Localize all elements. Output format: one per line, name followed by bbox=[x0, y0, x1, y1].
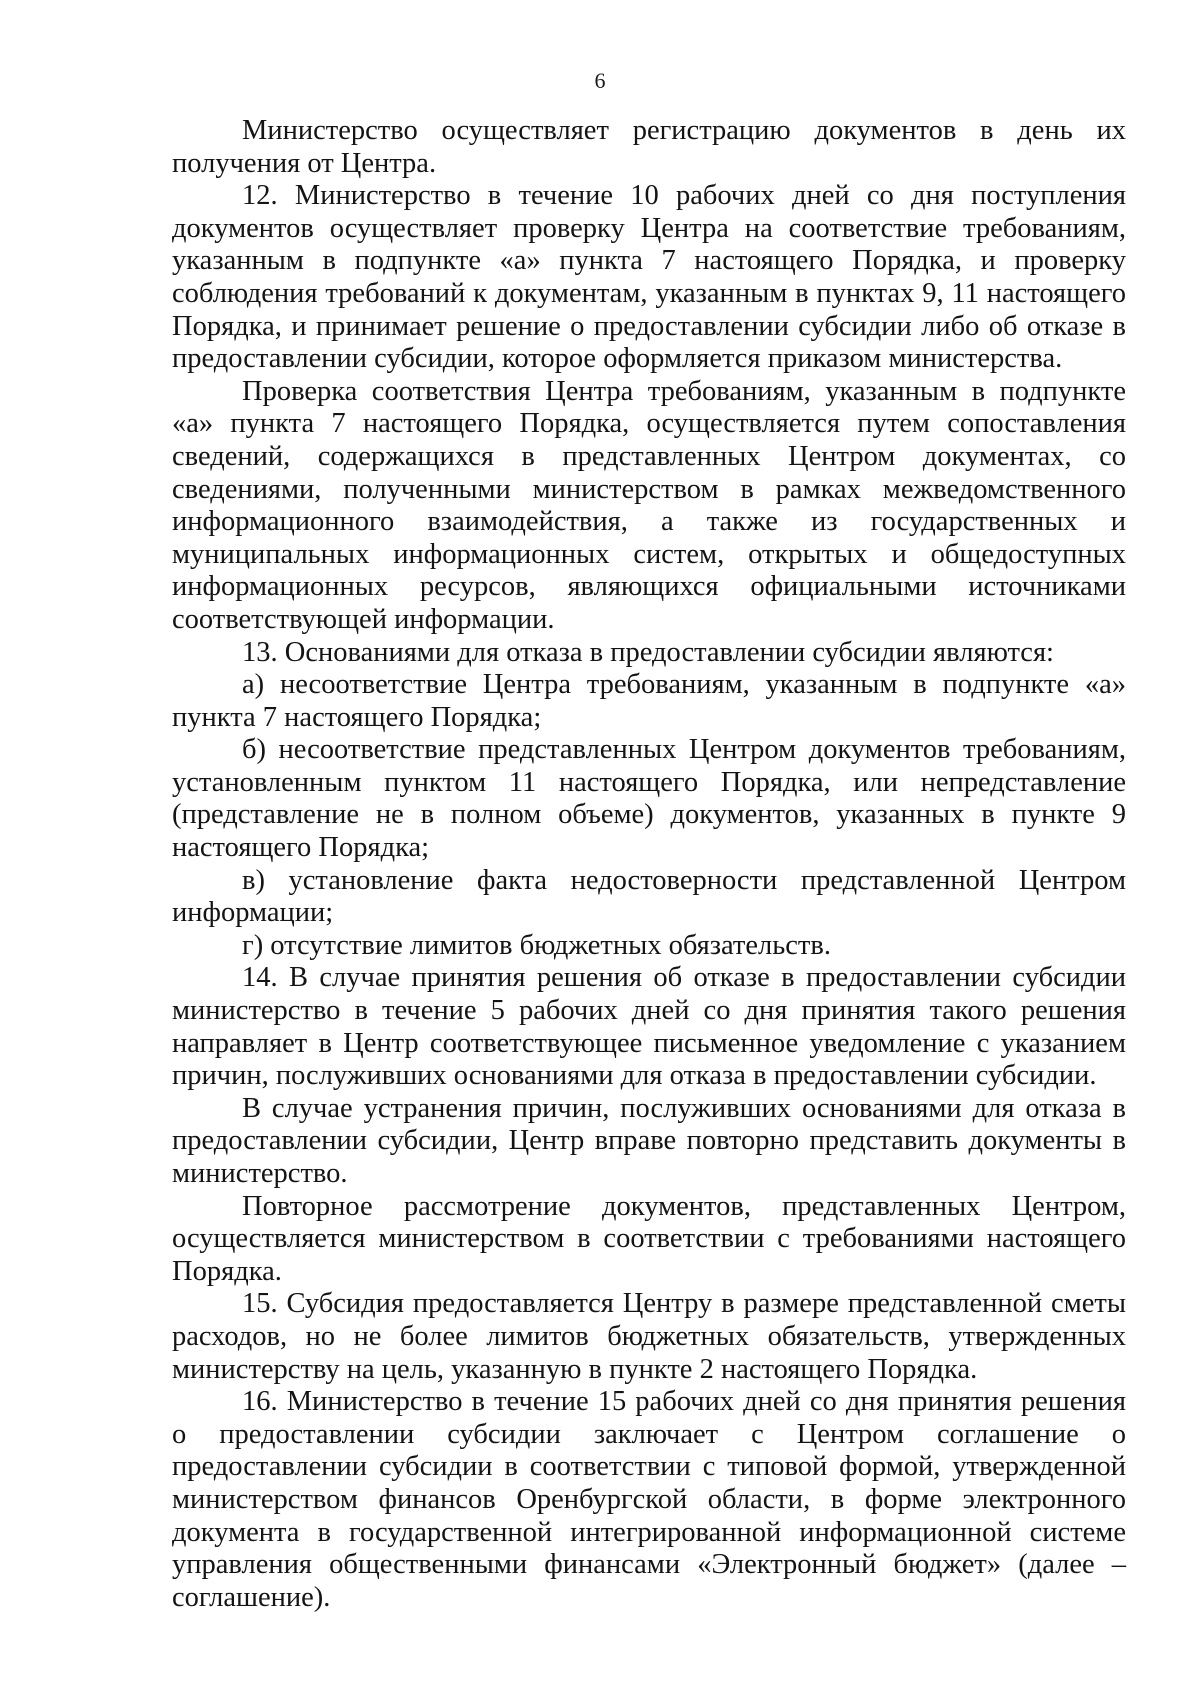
list-item-b: б) несоответствие представленных Центром документов требованиям, установленным пунктом 11 настоящего Порядка, или непредставление (представление не в полном объеме) документов, указанных в пункте 9 настоящего Порядка; bbox=[172, 734, 1126, 864]
list-item-v: в) установление факта недостоверности представленной Центром информации; bbox=[172, 864, 1126, 929]
paragraph-registration: Министерство осуществляет регистрацию документов в день их получения от Центра. bbox=[172, 115, 1126, 179]
document-body bbox=[172, 115, 1126, 1614]
paragraph-repeat-review: Повторное рассмотрение документов, представленных Центром, осуществляется министерством в соответствии с требованиями настоящего Порядка. bbox=[172, 1190, 1126, 1287]
paragraph-resubmission: В случае устранения причин, послуживших основаниями для отказа в предоставлении субсидии, Центр вправе повторно представить документы в министерство. bbox=[172, 1092, 1126, 1189]
paragraph-14-refusal-notice: 14. В случае принятия решения об отказе в предоставлении субсидии министерство в течение 5 рабочих дней со дня принятия такого решения направляет в Центр соответствующее письменное уведомление с указанием причин, послуживших основаниями для отказа в предоставлении субсидии. bbox=[172, 962, 1126, 1092]
paragraph-15-subsidy-amount: 15. Субсидия предоставляется Центру в размере представленной сметы расходов, но не более лимитов бюджетных обязательств, утвержденных министерству на цель, указанную в пункте 2 настоящего Порядка. bbox=[172, 1288, 1126, 1385]
list-item-g: г) отсутствие лимитов бюджетных обязательств. bbox=[242, 929, 831, 961]
paragraph-16-agreement: 16. Министерство в течение 15 рабочих дней со дня принятия решения о предоставлении субсидии заключает с Центром соглашение о предоставлении субсидии в соответствии с типовой формой, утвержденной министерством финансов Оренбургской области, в форме электронного документа в государственной интегрированной информационной системе управления общественными финансами «Электронный бюджет» (далее – соглашение). bbox=[172, 1386, 1126, 1613]
paragraph-12-document-check: 12. Министерство в течение 10 рабочих дней со дня поступления документов осуществляет проверку Центра на соответствие требованиям, указанным в подпункте «а» пункта 7 настоящего Порядка, и проверку соблюдения требований к документам, указанным в пунктах 9, 11 настоящего Порядка, и принимает решение о предоставлении субсидии либо об отказе в предоставлении субсидии, которое оформляется приказом министерства. bbox=[172, 180, 1126, 375]
page-number: 6 bbox=[594, 68, 606, 93]
list-item-a: а) несоответствие Центра требованиям, указанным в подпункте «а» пункта 7 настоящего Порядка; bbox=[172, 669, 1126, 733]
paragraph-13-refusal-grounds: 13. Основаниями для отказа в предоставлении субсидии являются: bbox=[242, 636, 1054, 668]
paragraph-compliance-check: Проверка соответствия Центра требованиям, указанным в подпункте «а» пункта 7 настоящего Порядка, осуществляется путем сопоставления сведений, содержащихся в представленных Центром документах, со сведениями, полученными министерством в рамках межведомственного информационного взаимодействия, а также из государственных и муниципальных информационных систем, открытых и общедоступных информационных ресурсов, являющихся официальными источниками соответствующей информации. bbox=[172, 375, 1126, 635]
